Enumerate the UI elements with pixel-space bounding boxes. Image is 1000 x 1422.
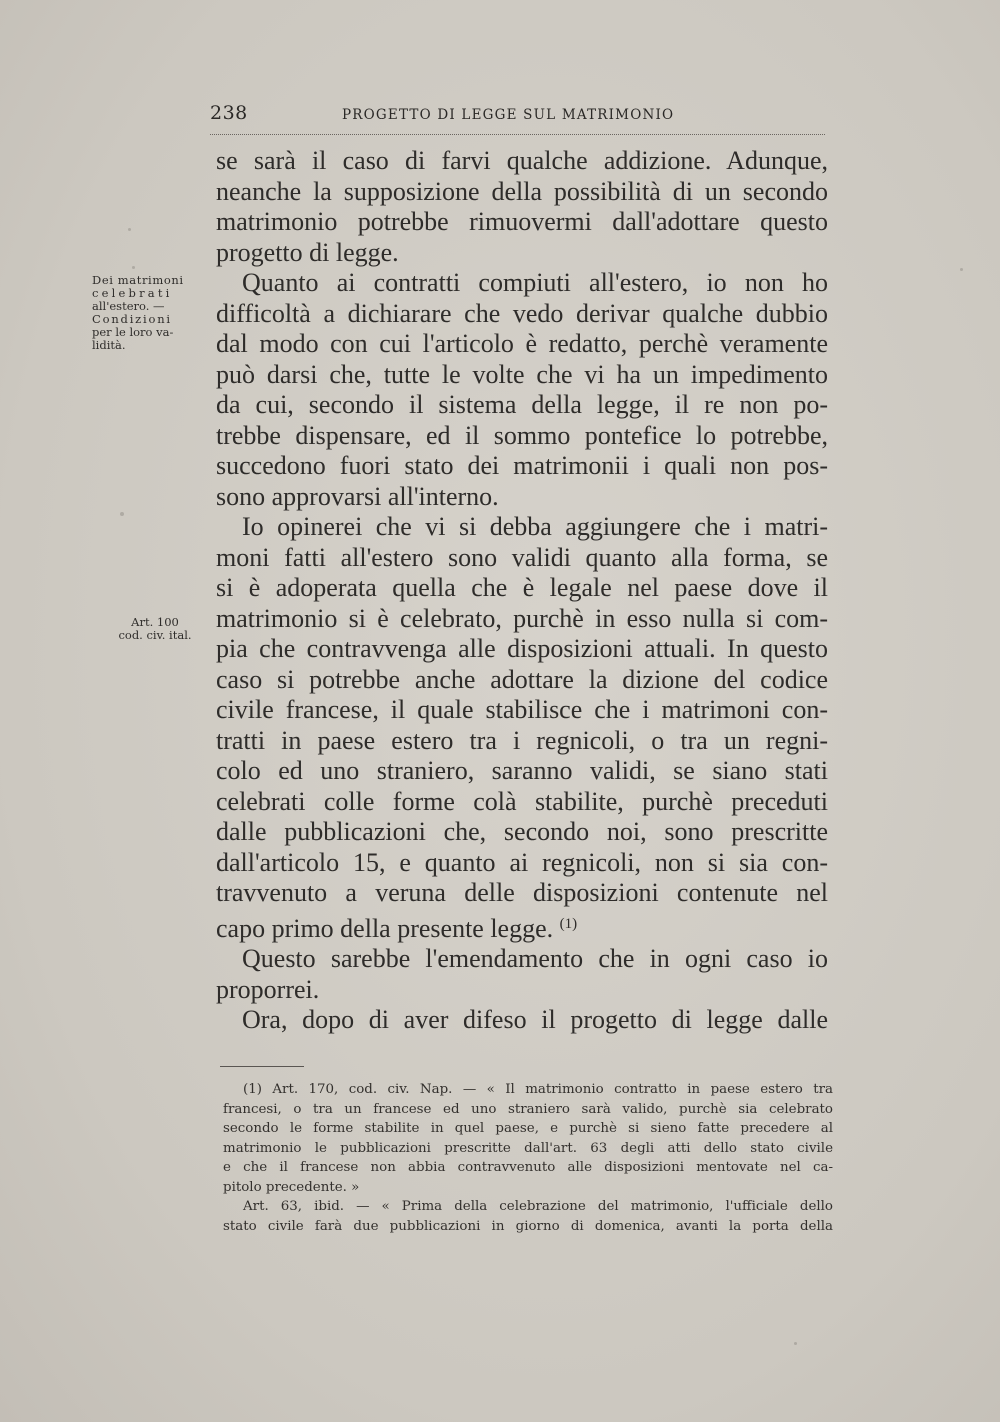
text-line: colo ed uno straniero, saranno validi, se siano stati — [216, 756, 828, 785]
text-line: caso si potrebbe anche adottare la dizione del codice — [216, 664, 828, 694]
text-line: neanche la supposizione della possibilità di un secondo — [216, 176, 828, 206]
footnote-line: stato civile farà due pubblicazioni in giorno di domenica, avanti la porta della — [223, 1218, 833, 1234]
footnotes — [223, 1080, 833, 1236]
footnote-line: e che il francese non abbia contravvenuto alle disposizioni mentovate nel ca- — [223, 1160, 833, 1175]
footnote-line: (1) Art. 170, cod. civ. Nap. — « Il matrimonio contratto in paese estero tra — [243, 1082, 833, 1097]
text-line: celebrati colle forme colà stabilite, purchè preceduti — [216, 786, 828, 816]
page-number: 238 — [210, 102, 248, 124]
margin-note-line: Dei matrimoni — [92, 273, 184, 287]
text-line: capo primo della presente legge. — [216, 913, 554, 943]
text-line: dall'articolo 15, e quanto ai regnicoli, non si sia con- — [216, 847, 828, 877]
paper-speck — [794, 1342, 797, 1345]
margin-note-article-ref — [100, 616, 210, 642]
text-line: Questo sarebbe l'emendamento che in ogni caso io — [242, 944, 828, 973]
text-line: Io opinerei che vi si debba aggiungere che i matri- — [242, 512, 828, 541]
text-line: difficoltà a dichiarare che vedo derivar qualche dubbio — [216, 298, 828, 328]
text-line: progetto di legge. — [216, 237, 399, 267]
margin-note-line: cod. civ. ital. — [118, 628, 192, 642]
text-line: Ora, dopo di aver difeso il progetto di legge dalle — [242, 1005, 828, 1034]
footnote-reference: (1) — [559, 915, 578, 932]
text-line: matrimonio potrebbe rimuovermi dall'adottare questo — [216, 207, 828, 236]
body-text — [216, 146, 828, 1036]
text-line: può darsi che, tutte le volte che vi ha un impedimento — [216, 359, 828, 389]
text-line: si è adoperata quella che è legale nel paese dove il — [216, 573, 828, 602]
paper-speck — [120, 512, 124, 516]
footnote-separator — [220, 1066, 304, 1067]
margin-note-line: celebrati — [92, 286, 173, 300]
text-line: civile francese, il quale stabilisce che i matrimoni con- — [216, 695, 828, 724]
text-line: trebbe dispensare, ed il sommo pontefice lo potrebbe, — [216, 420, 828, 450]
text-line: Quanto ai contratti compiuti all'estero, io non ho — [242, 268, 828, 297]
paper-speck — [132, 266, 135, 269]
footnote-line: matrimonio le pubblicazioni prescritte dall'art. 63 degli atti dello stato civile — [223, 1140, 833, 1156]
paper-speck — [960, 268, 963, 271]
running-head: PROGETTO DI LEGGE SUL MATRIMONIO — [342, 107, 675, 123]
margin-note-line: all'estero. — — [92, 299, 165, 313]
footnote-line: Art. 63, ibid. — « Prima della celebrazione del matrimonio, l'ufficiale dello — [243, 1199, 833, 1214]
footnote-line: pitolo precedente. » — [223, 1179, 360, 1195]
margin-note-line: Condizioni — [92, 312, 172, 326]
text-line: sono approvarsi all'interno. — [216, 481, 499, 511]
text-line: se sarà il caso di farvi qualche addizione. Adunque, — [216, 146, 828, 175]
text-line-with-footnote — [216, 909, 828, 945]
margin-note-line: per le loro va- — [92, 325, 174, 339]
text-line: dalle pubblicazioni che, secondo noi, sono prescritte — [216, 817, 828, 846]
margin-note-line: Art. 100 — [131, 615, 179, 629]
page-header — [210, 100, 825, 135]
text-line: succedono fuori stato dei matrimonii i quali non pos- — [216, 451, 828, 480]
footnote-line: francesi, o tra un francese ed uno straniero sarà valido, purchè sia celebrato — [223, 1101, 833, 1117]
margin-note-line: lidità. — [92, 338, 126, 352]
footnote-line: secondo le forme stabilite in quel paese, e purchè si sieno fatte precedere al — [223, 1121, 833, 1136]
text-line: travvenuto a veruna delle disposizioni contenute nel — [216, 878, 828, 907]
text-line: dal modo con cui l'articolo è redatto, perchè veramente — [216, 329, 828, 358]
text-line: pia che contravvenga alle disposizioni attuali. In questo — [216, 634, 828, 663]
text-line: tratti in paese estero tra i regnicoli, o tra un regni- — [216, 725, 828, 755]
text-line: da cui, secondo il sistema della legge, il re non po- — [216, 390, 828, 419]
text-line: moni fatti all'estero sono validi quanto alla forma, se — [216, 542, 828, 572]
text-line: matrimonio si è celebrato, purchè in esso nulla si com- — [216, 603, 828, 633]
text-line: proporrei. — [216, 974, 320, 1004]
margin-note-foreign-marriages — [92, 274, 207, 352]
paper-speck — [128, 228, 131, 231]
